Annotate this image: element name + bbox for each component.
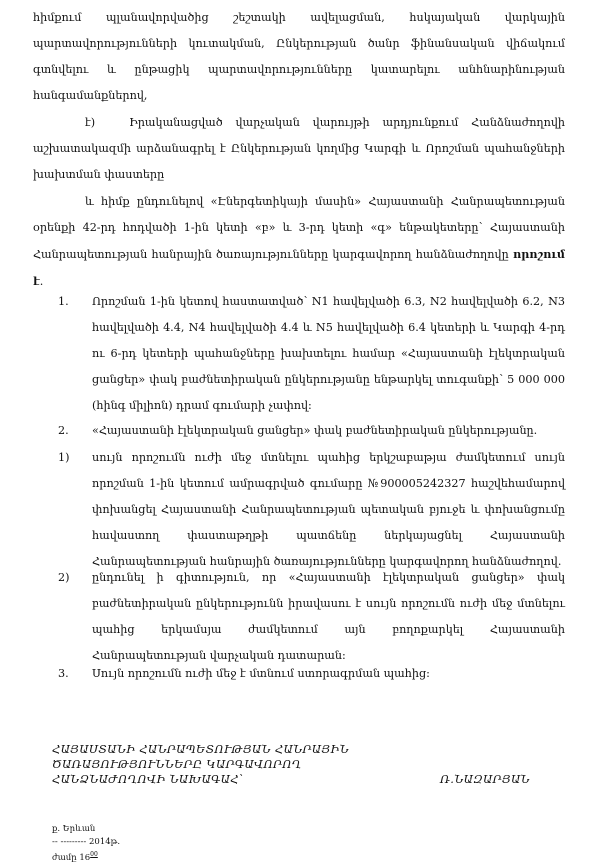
signatory-name: Ռ.ՆԱԶԱՐՅԱՆ — [440, 772, 530, 786]
decision-keyword: որոշում է — [33, 247, 565, 288]
list-number-2: 2. — [58, 424, 69, 437]
list-number-3: 3. — [58, 667, 69, 680]
list-number-1: 1. — [58, 295, 69, 308]
footer-city: ք. Երևան — [52, 824, 96, 834]
paragraph-e — [33, 110, 565, 188]
list-item-2: «Հայաստանի էլեկտրական ցանցեր» փակ բաժնետիրական ընկերությանը. — [92, 424, 538, 437]
list-item-3: Սույն որոշումն ուժի մեջ է մտնում ստորագրման պահից: — [92, 667, 430, 680]
footer-date: -- --------- 2014թ. — [52, 837, 121, 847]
footer-time: ժամը $16^{00}$ — [52, 851, 98, 863]
paragraph-decision-text: և հիմք ընդունելով «Էներգետիկայի մասին» Հայաստանի Հանրապետության օրենքի 42-րդ հոդվածի 1-ին կետի «բ» և 3-րդ կետի «գ» ենթակետերը՝ Հայաստանի Հանրապետության հանրային ծառայությունները կարգավորող հանձնաժողովը — [33, 195, 565, 261]
list-number-2-1: 1) — [58, 451, 70, 464]
signature-title-line-3: ՀԱՆՁՆԱԺՈՂՈՎԻ ՆԱԽԱԳԱՀ՝ — [52, 772, 244, 786]
paragraph-e-marker: է) — [85, 116, 96, 129]
paragraph-decision: և հիմք ընդունելով «Էներգետիկայի մասին» Հայաստանի Հանրապետության օրենքի 42-րդ հոդվածի 1-ին կետի «բ» և 3-րդ կետի «գ» ենթակետերը՝ Հայաստանի Հանրապետության հանրային ծառայությունները կարգավորող հանձնաժողովը որոշում է. — [33, 195, 565, 288]
list-item-1: Որոշման 1-ին կետով հաստատված՝ N1 հավելվածի 6.3, N2 հավելվածի 6.2, N3 հավելվածի 4.4, N4 հավելվածի 4.4 և N5 հավելվածի 6.4 կետերի և Կարգի 4-րդ ու 6-րդ կետերի պահանջները խախտելու համար «Հայաստանի էլեկտրական ցանցեր» փակ բաժնետիրական ընկերությանը ենթարկել տուգանքի՝ 5 000 000 (հինգ միլիոն) դրամ գումարի չափով: — [92, 295, 565, 412]
signature-title-line-2: ԾԱՌԱՅՈՒԹՅՈՒՆՆԵՐԸ ԿԱՐԳԱՎՈՐՈՂ — [52, 757, 302, 771]
paragraph-e-text: Իրականացված վարչական վարույթի արդյունքում Հանձնաժողովի աշխատակազմի արձանագրել է Ընկերության կողմից Կարգի և Որոշման պահանջների խախտման փաստերը — [33, 116, 565, 181]
footer-time-minutes: 00 — [90, 851, 98, 858]
signature-title-line-1: ՀԱՅԱՍՏԱՆԻ ՀԱՆՐԱՊԵՏՈՒԹՅԱՆ ՀԱՆՐԱՅԻՆ — [52, 742, 350, 756]
list-number-2-2: 2) — [58, 571, 70, 584]
list-item-2-1: սույն որոշումն ուժի մեջ մտնելու պահից երկշաբաթյա ժամկետում սույն որոշման 1-ին կետում ամրագրված գումարը №900005242327 հաշվեհամարով փոխանցել Հայաստանի Հանրապետության պետական բյուջե և փոխանցումը հավաստող փաստաթղթի պատճենը ներկայացնել Հայաստանի Հանրապետության հանրային ծառայությունները կարգավորող հանձնաժողով. — [92, 451, 565, 568]
list-item-2-2: ընդունել ի գիտություն, որ «Հայաստանի էլեկտրական ցանցեր» փակ բաժնետիրական ընկերությունն իրավասու է սույն որոշումն ուժի մեջ մտնելու պահից երկամսյա ժամկետում այն բողոքարկել Հայաստանի Հանրապետության վարչական դատարան: — [92, 571, 565, 662]
paragraph-continuation: հիմքում պլանավորվածից շեշտակի ավելացման, հսկայական վարկային պարտավորությունների կուտակման, Ընկերության ծանր ֆինանսական վիճակում գտնվելու և ընթացիկ պարտավորությունները կատարելու անհնարինության հանգամանքներով, — [33, 11, 565, 102]
